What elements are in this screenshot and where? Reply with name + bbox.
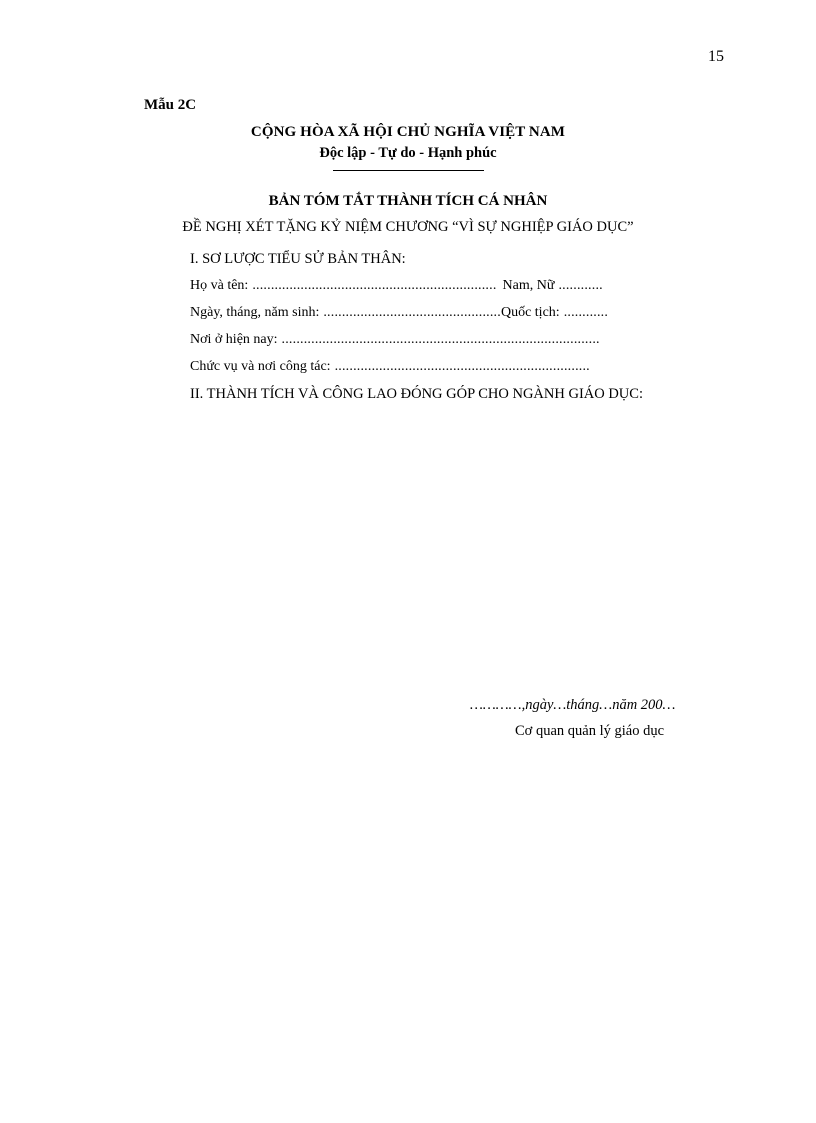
section-2-heading: II. THÀNH TÍCH VÀ CÔNG LAO ĐÓNG GÓP CHO NGÀNH GIÁO DỤC: <box>190 386 643 402</box>
form-code: Mẫu 2C <box>144 97 197 113</box>
national-motto: Độc lập - Tự do - Hạnh phúc <box>319 145 497 161</box>
name-fill-dots: .................................................................. <box>252 278 497 293</box>
name-field-row <box>190 278 706 294</box>
residence-field-row <box>190 332 600 348</box>
page-number: 15 <box>708 48 724 65</box>
document-subtitle: ĐỀ NGHỊ XÉT TẶNG KỶ NIỆM CHƯƠNG “VÌ SỰ NGHIỆP GIÁO DỤC” <box>182 219 634 235</box>
position-fill-dots: ..................................................................... <box>334 359 590 374</box>
dob-fill-dots: ................................................ <box>323 305 501 320</box>
residence-label: Nơi ở hiện nay: <box>190 332 278 347</box>
nationality-label: Quốc tịch: <box>500 305 560 320</box>
position-field-row <box>190 359 590 375</box>
name-label: Họ và tên: <box>190 278 249 293</box>
position-label: Chức vụ và nơi công tác: <box>190 359 331 374</box>
place-date-line: …………,ngày…tháng…năm 200… <box>470 697 676 713</box>
dob-label: Ngày, tháng, năm sinh: <box>190 305 320 320</box>
dob-field-row <box>190 305 706 321</box>
country-heading: CỘNG HÒA XÃ HỘI CHỦ NGHĨA VIỆT NAM <box>250 124 566 140</box>
document-title: BẢN TÓM TẮT THÀNH TÍCH CÁ NHÂN <box>268 193 548 209</box>
residence-fill-dots: ...................................................................................... <box>281 332 600 347</box>
gender-label: Nam, Nữ <box>502 278 555 293</box>
signing-authority: Cơ quan quản lý giáo dục <box>515 723 665 739</box>
section-1-heading: I. SƠ LƯỢC TIỂU SỬ BẢN THÂN: <box>190 251 406 267</box>
motto-underline <box>333 170 484 171</box>
gender-fill-dots: ............ <box>558 278 603 293</box>
nationality-fill-dots: ............ <box>563 305 609 320</box>
